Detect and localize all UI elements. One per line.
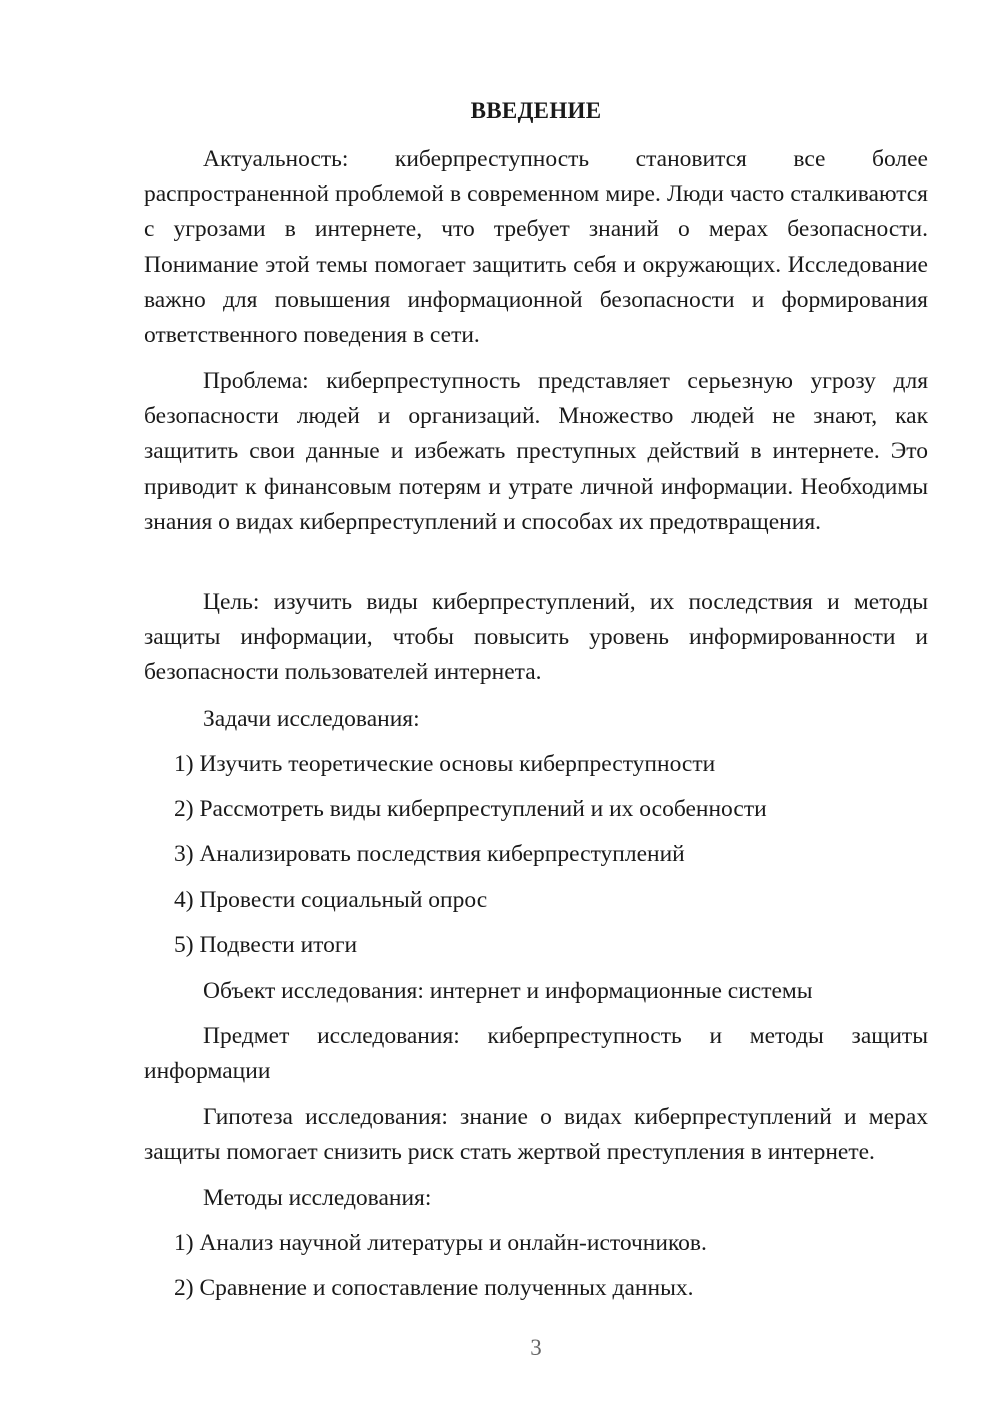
subject-paragraph: Предмет исследования: киберпреступность и методы защиты информации (144, 1023, 928, 1085)
section-title: ВВЕДЕНИЕ (470, 98, 602, 123)
object-line: Объект исследования: интернет и информационные системы (203, 978, 813, 1004)
task-item: 3) Анализировать последствия киберпреступлений (174, 841, 685, 867)
method-item: 1) Анализ научной литературы и онлайн-источников. (174, 1230, 707, 1256)
problem-paragraph: Проблема: киберпреступность представляет серьезную угрозу для безопасности людей и организаций. Множество людей не знают, как защитить свои данные и избежать преступных действий в интернете. Это приводит к финансовым потерям и утрате личной информации. Необходимы знания о видах киберпреступлений и способах их предотвращения. (144, 368, 928, 535)
method-item: 2) Сравнение и сопоставление полученных данных. (174, 1275, 694, 1301)
task-item: 5) Подвести итоги (174, 932, 358, 958)
hypothesis-paragraph: Гипотеза исследования: знание о видах киберпреступлений и мерах защиты помогает снизить риск стать жертвой преступления в интернете. (144, 1104, 928, 1166)
tasks-heading: Задачи исследования: (203, 706, 420, 732)
goal-paragraph: Цель: изучить виды киберпреступлений, их последствия и методы защиты информации, чтобы повысить уровень информированности и безопасности пользователей интернета. (144, 589, 928, 686)
relevance-paragraph: Актуальность: киберпреступность становится все более распространенной проблемой в современном мире. Люди часто сталкиваются с угрозами в интернете, что требует знаний о мерах безопасности. Понимание этой темы помогает защитить себя и окружающих. Исследование важно для повышения информационной безопасности и формирования ответственного поведения в сети. (144, 146, 928, 349)
task-item: 2) Рассмотреть виды киберпреступлений и их особенности (174, 796, 767, 822)
task-item: 4) Провести социальный опрос (174, 887, 488, 913)
methods-heading: Методы исследования: (203, 1185, 432, 1211)
page-number: 3 (530, 1335, 542, 1360)
task-item: 1) Изучить теоретические основы киберпреступности (174, 751, 716, 777)
